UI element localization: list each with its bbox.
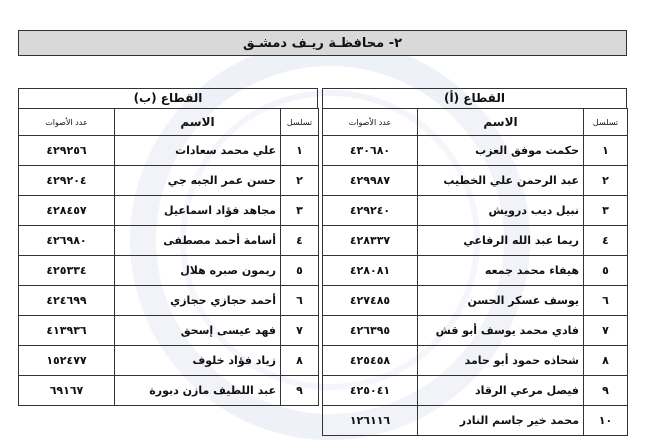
row-seq: ٦ [281, 286, 319, 316]
row-name: شحاذه حمود أبو حامد [418, 346, 584, 376]
row-seq: ٣ [281, 196, 319, 226]
table-row [19, 136, 319, 166]
row-votes: ٤٢٩٢٠٤ [19, 166, 115, 196]
row-votes: ٤٣٠٦٨٠ [323, 136, 418, 166]
seq-header: تسلسل [281, 109, 319, 136]
row-name: حكمت موفق العزب [418, 136, 584, 166]
row-name: مجاهد فؤاد اسماعيل [115, 196, 281, 226]
row-seq: ٧ [281, 316, 319, 346]
table-header-row [323, 109, 628, 136]
row-votes: ٤٢٤٦٩٩ [19, 286, 115, 316]
row-votes: ٤١٣٩٣٦ [19, 316, 115, 346]
row-seq: ١٠ [584, 406, 628, 436]
row-seq: ٦ [584, 286, 628, 316]
row-name: يوسف عسكر الحسن [418, 286, 584, 316]
votes-header: عدد الأصوات [19, 109, 115, 136]
table-row [323, 346, 628, 376]
row-name: ريما عبد الله الرفاعي [418, 226, 584, 256]
row-votes: ٤٢٥٣٣٤ [19, 256, 115, 286]
sector-a-title: القطاع (أ) [322, 88, 627, 108]
row-seq: ٧ [584, 316, 628, 346]
row-votes: ٤٢٨٠٨١ [323, 256, 418, 286]
row-name: فيصل مرعي الرقاد [418, 376, 584, 406]
row-votes: ١٢٦١١٦ [323, 406, 418, 436]
row-name: أحمد حجازي حجازي [115, 286, 281, 316]
row-votes: ٤٢٦٣٩٥ [323, 316, 418, 346]
row-name: علي محمد سعادات [115, 136, 281, 166]
row-seq: ١ [281, 136, 319, 166]
table-row [19, 316, 319, 346]
table-row [323, 376, 628, 406]
row-seq: ٨ [281, 346, 319, 376]
row-votes: ٤٢٦٩٨٠ [19, 226, 115, 256]
row-seq: ١ [584, 136, 628, 166]
row-seq: ٥ [584, 256, 628, 286]
row-seq: ٤ [584, 226, 628, 256]
table-row [323, 316, 628, 346]
row-name: هيفاء محمد جمعه [418, 256, 584, 286]
table-row [323, 406, 628, 436]
table-row [19, 166, 319, 196]
name-header: الاسم [115, 109, 281, 136]
table-row [323, 286, 628, 316]
table-header-row [19, 109, 319, 136]
row-seq: ٢ [584, 166, 628, 196]
row-name: فادي محمد يوسف أبو قش [418, 316, 584, 346]
table-row [323, 166, 628, 196]
row-name: زياد فؤاد خلوف [115, 346, 281, 376]
row-votes: ٤٢٧٤٨٥ [323, 286, 418, 316]
results-sheet [18, 30, 627, 427]
row-seq: ٢ [281, 166, 319, 196]
table-row [323, 196, 628, 226]
row-votes: ٤٢٨٣٣٧ [323, 226, 418, 256]
row-votes: ٤٢٨٤٥٧ [19, 196, 115, 226]
row-votes: ١٥٢٤٧٧ [19, 346, 115, 376]
province-header [18, 30, 627, 56]
row-seq: ٣ [584, 196, 628, 226]
row-seq: ٩ [584, 376, 628, 406]
table-row [323, 256, 628, 286]
row-votes: ٤٢٩٢٥٦ [19, 136, 115, 166]
row-seq: ٨ [584, 346, 628, 376]
row-name: عبد اللطيف مازن دبورة [115, 376, 281, 406]
sector-b-title: القطاع (ب) [18, 88, 318, 108]
row-votes: ٤٢٩٢٤٠ [323, 196, 418, 226]
row-seq: ٩ [281, 376, 319, 406]
row-seq: ٥ [281, 256, 319, 286]
province-title: ٢- محافظـة ريـف دمشـق [242, 35, 403, 51]
row-name: أسامة أحمد مصطفى [115, 226, 281, 256]
row-votes: ٤٢٥٤٥٨ [323, 346, 418, 376]
table-row [19, 376, 319, 406]
table-row [323, 226, 628, 256]
row-seq: ٤ [281, 226, 319, 256]
seq-header: تسلسل [584, 109, 628, 136]
row-name: نبيل ديب درويش [418, 196, 584, 226]
row-name: فهد عيسى إسحق [115, 316, 281, 346]
table-row [19, 286, 319, 316]
row-name: ريمون صبره هلال [115, 256, 281, 286]
row-votes: ٤٢٩٩٨٧ [323, 166, 418, 196]
row-votes: ٤٢٥٠٤١ [323, 376, 418, 406]
votes-header: عدد الأصوات [323, 109, 418, 136]
row-votes: ٦٩١٦٧ [19, 376, 115, 406]
name-header: الاسم [418, 109, 584, 136]
table-row [19, 346, 319, 376]
sector-a-table [322, 108, 628, 436]
row-name: محمد خير جاسم النادر [418, 406, 584, 436]
table-row [323, 136, 628, 166]
sector-b-table [18, 108, 319, 406]
table-row [19, 226, 319, 256]
row-name: عبد الرحمن علي الخطيب [418, 166, 584, 196]
table-row [19, 256, 319, 286]
table-row [19, 196, 319, 226]
row-name: حسن عمر الجبه جي [115, 166, 281, 196]
